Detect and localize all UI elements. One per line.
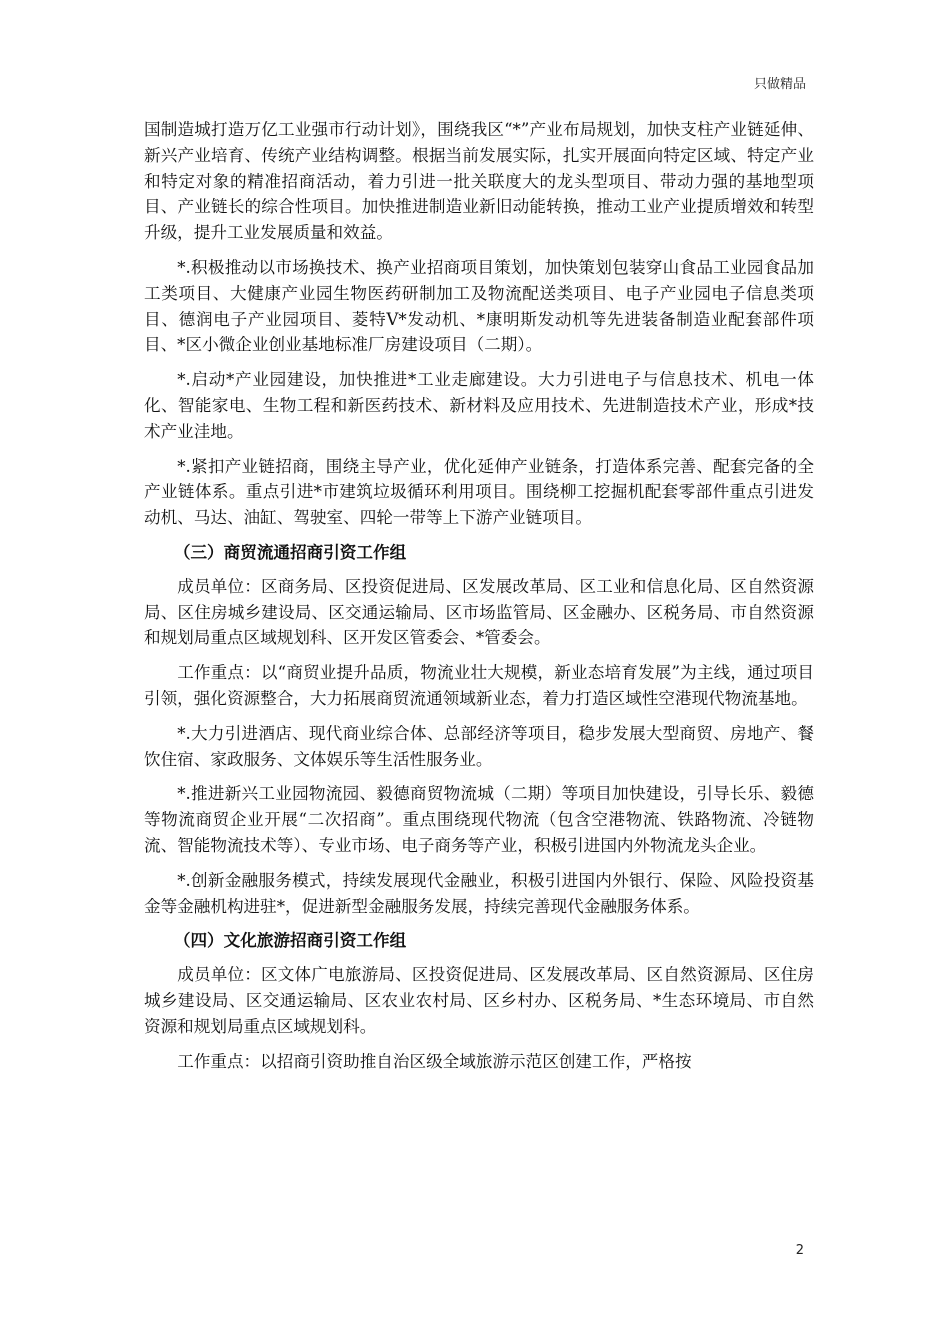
paragraph: 国制造城打造万亿工业强市行动计划》，围绕我区“*”产业布局规划，加快支柱产业链延伸、新兴产业培育、传统产业结构调整。根据当前发展实际，扎实开展面向特定区域、特定产业和特定对象的精准招商活动，着力引进一批关联度大的龙头型项目、带动力强的基地型项目、产业链长的综合性项目。加快推进制造业新旧动能转换，推动工业产业提质增效和转型升级，提升工业发展质量和效益。: [144, 120, 814, 243]
paragraph: 工作重点：以“商贸业提升品质，物流业壮大规模，新业态培育发展”为主线，通过项目引领，强化资源整合，大力拓展商贸流通领域新业态，着力打造区域性空港现代物流基地。: [144, 663, 814, 708]
paragraph: 工作重点：以招商引资助推自治区级全域旅游示范区创建工作，严格按: [177, 1051, 692, 1071]
paragraph: *.大力引进酒店、现代商业综合体、总部经济等项目，稳步发展大型商贸、房地产、餐饮住宿、家政服务、文体娱乐等生活性服务业。: [144, 723, 814, 769]
paragraph: *.紧扣产业链招商，围绕主导产业，优化延伸产业链条，打造体系完善、配套完备的全产业链体系。重点引进*市建筑垃圾循环利用项目。围绕柳工挖掘机配套零部件重点引进发动机、马达、油缸、驾驶室、四轮一带等上下游产业链项目。: [144, 456, 814, 528]
paragraph: *.积极推动以市场换技术、换产业招商项目策划，加快策划包装穿山食品工业园食品加工类项目、大健康产业园生物医药研制加工及物流配送类项目、电子产业园电子信息类项目、德润电子产业园项目、菱特V*发动机、*康明斯发动机等先进装备制造业配套部件项目、*区小微企业创业基地标准厂房建设项目（二期）。: [144, 257, 814, 355]
page-number: 2: [795, 1243, 804, 1258]
paragraph: *.启动*产业园建设，加快推进*工业走廊建设。大力引进电子与信息技术、机电一体化、智能家电、生物工程和新医药技术、新材料及应用技术、先进制造技术产业，形成*技术产业洼地。: [144, 370, 814, 441]
header-tag: 只做精品: [753, 77, 806, 92]
document-body: [144, 117, 814, 1083]
paragraph: *.推进新兴工业园物流园、毅德商贸物流城（二期）等项目加快建设，引导长乐、毅德等物流商贸企业开展“二次招商”。重点围绕现代物流（包含空港物流、铁路物流、冷链物流、智能物流技术等）、专业市场、电子商务等产业，积极引进国内外物流龙头企业。: [144, 784, 814, 855]
section-heading: （三）商贸流通招商引资工作组: [173, 542, 407, 562]
paragraph: 成员单位：区商务局、区投资促进局、区发展改革局、区工业和信息化局、区自然资源局、区住房城乡建设局、区交通运输局、区市场监管局、区金融办、区税务局、市自然资源和规划局重点区域规划科、区开发区管委会、*管委会。: [144, 576, 814, 648]
paragraph: 成员单位：区文体广电旅游局、区投资促进局、区发展改革局、区自然资源局、区住房城乡建设局、区交通运输局、区农业农村局、区乡村办、区税务局、*生态环境局、市自然资源和规划局重点区域规划科。: [144, 965, 814, 1036]
section-heading: （四）文化旅游招商引资工作组: [173, 931, 407, 951]
paragraph: *.创新金融服务模式，持续发展现代金融业，积极引进国内外银行、保险、风险投资基金等金融机构进驻*，促进新型金融服务发展，持续完善现代金融服务体系。: [144, 870, 814, 916]
